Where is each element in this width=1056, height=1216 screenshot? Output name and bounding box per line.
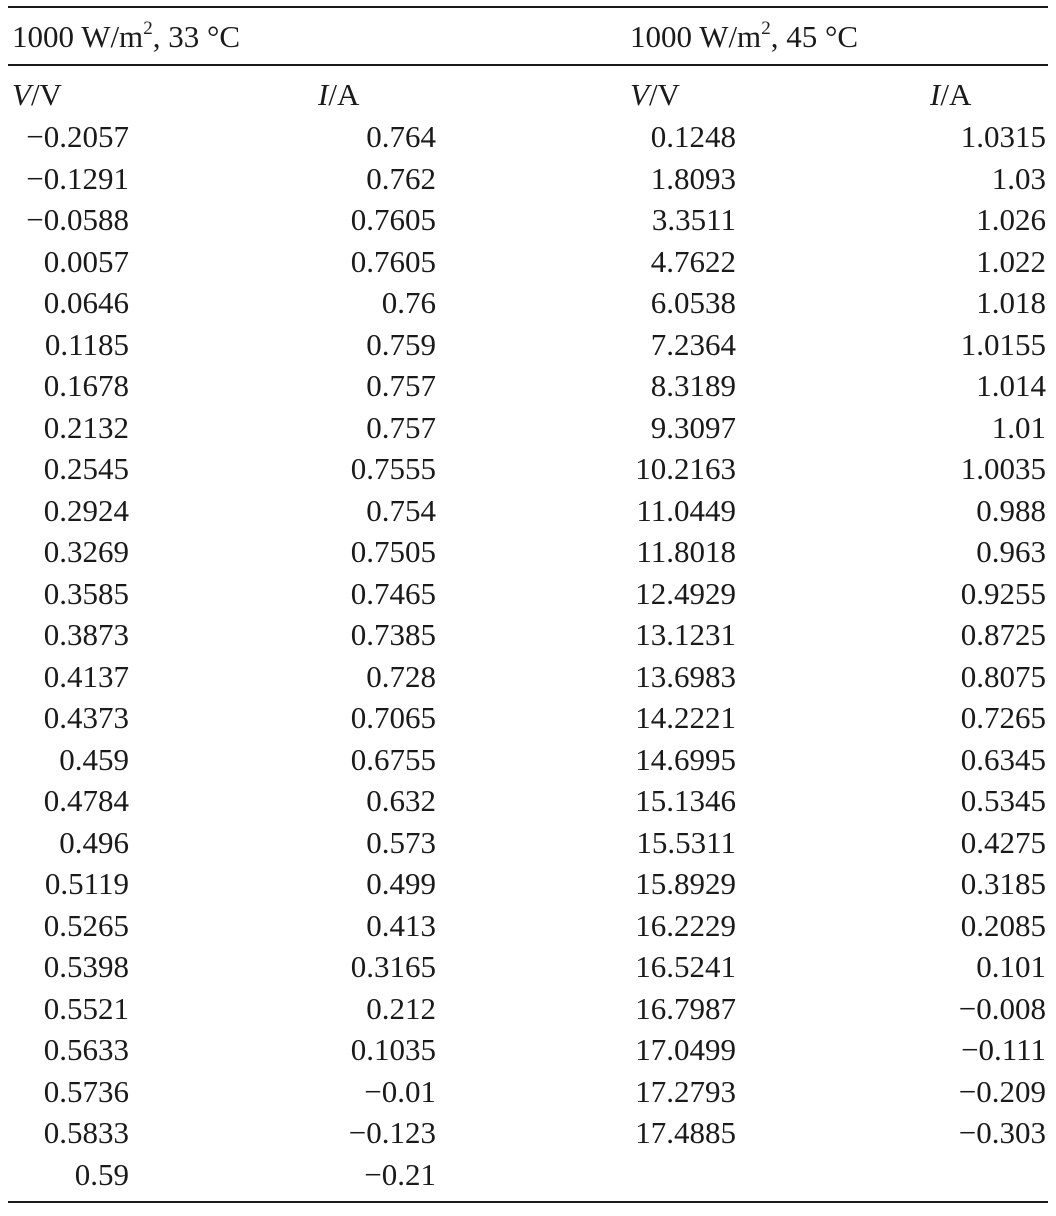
cell-current-33c: 0.7605: [350, 243, 436, 279]
cell-voltage-33c: 0.4784: [43, 783, 129, 818]
cell-current-45c: 0.988: [976, 492, 1046, 528]
cell-current-45c: 0.6345: [960, 741, 1046, 777]
group-header-33c-irradiance: 1000 W/m: [12, 19, 144, 54]
cell-voltage-33c: 0.459: [59, 741, 129, 777]
cell-voltage-33c: 0.2924: [43, 492, 129, 528]
cell-voltage-45c: 17.2793: [635, 1073, 736, 1109]
cell-current-45c: 0.7265: [960, 700, 1046, 735]
cell-current-33c: 0.762: [366, 160, 436, 196]
cell-current-33c: 0.7505: [350, 534, 436, 569]
table-row: [0, 1154, 1056, 1196]
cell-current-45c: 0.101: [976, 949, 1046, 984]
table-row: [0, 199, 1056, 241]
cell-current-33c: 0.6755: [350, 741, 436, 777]
cell-voltage-33c: 0.5521: [43, 990, 129, 1026]
cell-current-45c: 0.2085: [960, 907, 1046, 943]
group-header-45c: [630, 18, 858, 61]
cell-voltage-45c: 4.7622: [650, 243, 736, 279]
cell-voltage-33c: 0.3585: [43, 575, 129, 611]
table-row: [0, 946, 1056, 988]
cell-voltage-45c: 3.3511: [651, 202, 736, 237]
cell-current-45c: 0.8075: [960, 658, 1046, 694]
cell-current-33c: 0.76: [381, 285, 436, 320]
cell-voltage-33c: 0.2545: [43, 451, 129, 486]
cell-current-33c: 0.7385: [350, 617, 436, 652]
cell-current-33c: 0.632: [366, 783, 436, 818]
cell-voltage-45c: 11.0449: [636, 492, 736, 528]
group-header-33c-exponent: 2: [143, 18, 153, 39]
cell-voltage-45c: 15.8929: [635, 866, 736, 901]
cell-current-33c: 0.754: [366, 492, 436, 528]
cell-voltage-45c: 13.1231: [635, 617, 736, 652]
table-row: [0, 697, 1056, 739]
cell-voltage-45c: 14.2221: [635, 700, 736, 735]
cell-current-45c: 0.8725: [960, 617, 1046, 652]
cell-voltage-45c: 13.6983: [635, 658, 736, 694]
top-rule: [8, 6, 1048, 8]
cell-current-33c: 0.7605: [350, 202, 436, 237]
group-header-45c-temperature: , 45 °C: [770, 19, 859, 54]
cell-current-33c: 0.764: [366, 119, 436, 154]
cell-voltage-45c: 9.3097: [650, 409, 736, 445]
table-row: [0, 365, 1056, 407]
cell-current-33c: −0.01: [364, 1073, 436, 1109]
group-header-45c-irradiance: 1000 W/m: [630, 19, 762, 54]
cell-voltage-45c: 1.8093: [650, 160, 736, 196]
cell-voltage-45c: 0.1248: [650, 119, 736, 154]
cell-current-45c: 0.3185: [960, 866, 1046, 901]
col-header-v-45c: [630, 76, 680, 114]
table-body: [0, 116, 1056, 1195]
col-header-v-45c-symbol: V: [630, 77, 649, 112]
cell-voltage-45c: 16.5241: [635, 949, 736, 984]
cell-current-45c: 0.4275: [960, 824, 1046, 860]
cell-voltage-33c: 0.1678: [43, 368, 129, 403]
cell-current-45c: −0.008: [958, 990, 1046, 1026]
cell-current-33c: 0.573: [366, 824, 436, 860]
cell-voltage-45c: 6.0538: [650, 285, 736, 320]
cell-current-33c: 0.3165: [350, 949, 436, 984]
cell-voltage-45c: 7.2364: [650, 326, 736, 362]
cell-voltage-33c: 0.4373: [43, 700, 129, 735]
cell-voltage-33c: 0.5633: [43, 1032, 129, 1067]
cell-voltage-45c: 17.4885: [635, 1115, 736, 1150]
cell-current-33c: 0.1035: [350, 1032, 436, 1067]
cell-current-45c: 1.0315: [960, 119, 1046, 154]
col-header-i-33c-unit: /A: [328, 77, 360, 112]
cell-voltage-33c: 0.5736: [43, 1073, 129, 1109]
cell-voltage-33c: 0.2132: [43, 409, 129, 445]
cell-voltage-33c: 0.3873: [43, 617, 129, 652]
cell-current-33c: 0.757: [366, 409, 436, 445]
cell-voltage-33c: 0.4137: [43, 658, 129, 694]
cell-voltage-33c: 0.59: [74, 1156, 129, 1192]
cell-current-45c: 1.026: [976, 202, 1046, 237]
cell-voltage-33c: 0.5119: [44, 866, 129, 901]
col-header-v-33c-symbol: V: [12, 77, 31, 112]
cell-current-45c: −0.303: [958, 1115, 1046, 1150]
table-row: [0, 448, 1056, 490]
cell-current-45c: 1.0035: [960, 451, 1046, 486]
cell-voltage-33c: −0.1291: [26, 160, 129, 196]
cell-current-33c: 0.7465: [350, 575, 436, 611]
cell-current-45c: 1.022: [976, 243, 1046, 279]
col-header-v-33c: [12, 76, 62, 114]
cell-voltage-45c: 8.3189: [650, 368, 736, 403]
table-row: [0, 863, 1056, 905]
col-header-i-45c-unit: /A: [940, 77, 972, 112]
cell-voltage-33c: 0.1185: [44, 326, 129, 362]
cell-voltage-33c: 0.496: [59, 824, 129, 860]
cell-current-33c: 0.212: [366, 990, 436, 1026]
cell-current-33c: 0.759: [366, 326, 436, 362]
col-header-i-45c-symbol: I: [930, 77, 941, 112]
cell-current-45c: 1.0155: [960, 326, 1046, 362]
table-row: [0, 1071, 1056, 1113]
cell-voltage-45c: 15.1346: [635, 783, 736, 818]
cell-voltage-45c: 15.5311: [636, 824, 736, 860]
cell-current-45c: −0.209: [958, 1073, 1046, 1109]
cell-voltage-45c: 16.7987: [635, 990, 736, 1026]
table-row: [0, 241, 1056, 283]
cell-current-33c: 0.728: [366, 658, 436, 694]
cell-voltage-33c: −0.2057: [26, 119, 129, 154]
cell-current-33c: 0.757: [366, 368, 436, 403]
table-row: [0, 531, 1056, 573]
cell-current-45c: 1.018: [976, 285, 1046, 320]
col-header-v-45c-unit: /V: [648, 77, 680, 112]
cell-current-45c: 1.014: [976, 368, 1046, 403]
header-rule: [8, 64, 1048, 66]
cell-current-33c: 0.7555: [350, 451, 436, 486]
table-row: [0, 780, 1056, 822]
cell-current-45c: 0.9255: [960, 575, 1046, 611]
cell-current-45c: 0.963: [976, 534, 1046, 569]
bottom-rule: [8, 1201, 1048, 1203]
table-row: [0, 1112, 1056, 1154]
cell-current-33c: −0.123: [348, 1115, 436, 1150]
group-header-33c: [12, 18, 240, 61]
cell-current-45c: 1.01: [991, 409, 1046, 445]
table-row: [0, 158, 1056, 200]
cell-voltage-33c: −0.0588: [26, 202, 129, 237]
table-row: [0, 116, 1056, 158]
table-row: [0, 573, 1056, 615]
cell-voltage-45c: 12.4929: [635, 575, 736, 611]
cell-voltage-33c: 0.0646: [43, 285, 129, 320]
col-header-v-33c-unit: /V: [30, 77, 62, 112]
cell-voltage-45c: 17.0499: [635, 1032, 736, 1067]
col-header-i-33c-symbol: I: [318, 77, 329, 112]
table-row: [0, 822, 1056, 864]
cell-current-33c: 0.499: [366, 866, 436, 901]
cell-current-45c: 0.5345: [960, 783, 1046, 818]
cell-current-33c: 0.413: [366, 907, 436, 943]
group-header-33c-temperature: , 33 °C: [152, 19, 241, 54]
table-row: [0, 490, 1056, 532]
cell-voltage-45c: 11.8018: [636, 534, 736, 569]
table-row: [0, 324, 1056, 366]
col-header-i-33c: [318, 76, 359, 114]
table-row: [0, 905, 1056, 947]
cell-current-45c: 1.03: [991, 160, 1046, 196]
cell-voltage-33c: 0.5833: [43, 1115, 129, 1150]
table-row: [0, 739, 1056, 781]
table-row: [0, 407, 1056, 449]
cell-voltage-45c: 16.2229: [635, 907, 736, 943]
cell-voltage-33c: 0.5398: [43, 949, 129, 984]
cell-current-45c: −0.111: [961, 1032, 1046, 1067]
col-header-i-45c: [930, 76, 971, 114]
table-row: [0, 282, 1056, 324]
table-row: [0, 656, 1056, 698]
cell-voltage-45c: 14.6995: [635, 741, 736, 777]
cell-voltage-45c: 10.2163: [635, 451, 736, 486]
cell-current-33c: −0.21: [364, 1156, 436, 1192]
cell-current-33c: 0.7065: [350, 700, 436, 735]
cell-voltage-33c: 0.3269: [43, 534, 129, 569]
group-header-45c-exponent: 2: [761, 18, 771, 39]
cell-voltage-33c: 0.0057: [43, 243, 129, 279]
cell-voltage-33c: 0.5265: [43, 907, 129, 943]
table-row: [0, 1029, 1056, 1071]
table-row: [0, 988, 1056, 1030]
table-row: [0, 614, 1056, 656]
